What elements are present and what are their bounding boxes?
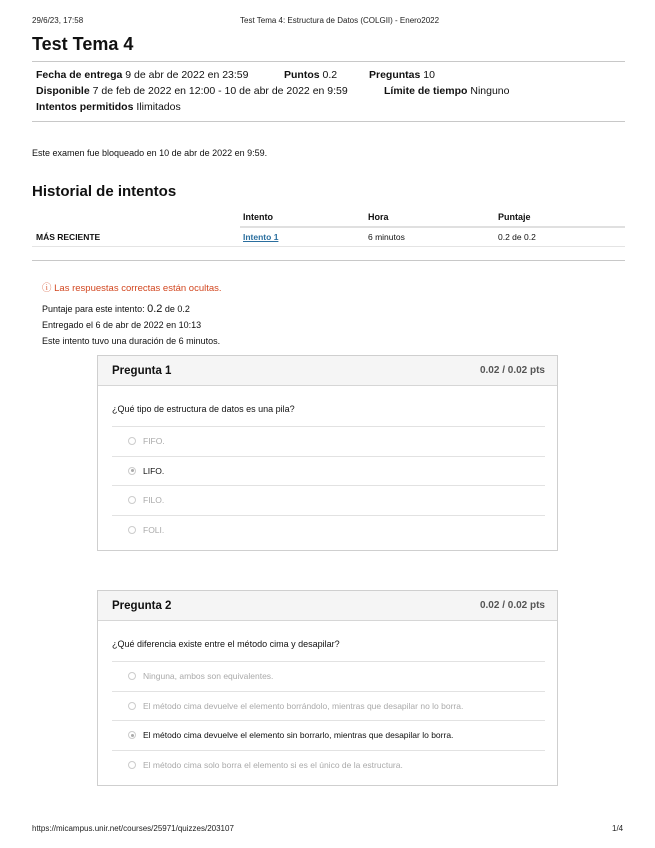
available xyxy=(36,85,352,97)
warning-icon: ⓘ xyxy=(42,283,55,294)
warning-text: Las respuestas correctas están ocultas. xyxy=(54,283,222,294)
question-header xyxy=(98,356,557,386)
questions-label: Preguntas xyxy=(369,69,421,81)
questions-value: 10 xyxy=(423,69,435,81)
radio-icon[interactable] xyxy=(128,672,136,680)
answer-option[interactable] xyxy=(112,750,545,780)
radio-icon[interactable] xyxy=(128,731,136,739)
duration: Este intento tuvo una duración de 6 minutos. xyxy=(42,336,221,346)
question-points: 0.02 / 0.02 pts xyxy=(479,600,545,611)
history-title: Historial de intentos xyxy=(32,183,177,200)
divider xyxy=(240,226,625,228)
divider xyxy=(32,121,625,122)
submitted: Entregado el 6 de abr de 2022 en 10:13 xyxy=(42,320,202,330)
score-suffix: de 0.2 xyxy=(164,304,190,314)
question-text: ¿Qué diferencia existe entre el método cima y desapilar? xyxy=(112,639,340,649)
questions-count xyxy=(369,69,439,81)
answer-text: El método cima devuelve el elemento borrándolo, mientras que desapilar no lo borra. xyxy=(143,700,464,711)
page-number: 1/4 xyxy=(612,824,624,833)
divider xyxy=(32,61,625,62)
question-text: ¿Qué tipo de estructura de datos es una pila? xyxy=(112,404,295,414)
attempts-value: Ilimitados xyxy=(136,101,181,113)
answer-option[interactable] xyxy=(112,426,545,456)
answer-text: FILO. xyxy=(143,495,165,506)
page-title: Test Tema 4 xyxy=(32,34,134,54)
answer-option[interactable] xyxy=(112,661,545,691)
available-value: 7 de feb de 2022 en 12:00 - 10 de abr de 2022 en 9:59 xyxy=(92,85,348,97)
score-value: 0.2 xyxy=(147,303,163,315)
answer-text: Ninguna, ambos son equivalentes. xyxy=(143,671,274,682)
radio-icon[interactable] xyxy=(128,761,136,769)
question-title: Pregunta 2 xyxy=(112,600,172,612)
col-time: Hora xyxy=(368,212,389,222)
locked-notice: Este examen fue bloqueado en 10 de abr de 2022 en 9:59. xyxy=(32,148,268,158)
available-label: Disponible xyxy=(36,85,90,97)
divider xyxy=(32,246,625,247)
question-points: 0.02 / 0.02 pts xyxy=(479,365,545,376)
due-label: Fecha de entrega xyxy=(36,69,123,81)
radio-icon[interactable] xyxy=(128,437,136,445)
time-limit-label: Límite de tiempo xyxy=(384,85,468,97)
due-value: 9 de abr de 2022 en 23:59 xyxy=(125,69,249,81)
row-score: 0.2 de 0.2 xyxy=(498,232,536,242)
question-card xyxy=(97,355,558,551)
answer-text: FOLI. xyxy=(143,524,165,535)
time-limit xyxy=(384,85,513,97)
answer-option[interactable] xyxy=(112,485,545,515)
attempt-link[interactable]: Intento 1 xyxy=(243,232,279,242)
print-datetime: 29/6/23, 17:58 xyxy=(32,16,84,25)
divider xyxy=(32,260,625,261)
footer-url: https://micampus.unir.net/courses/25971/quizzes/203107 xyxy=(32,824,234,833)
answer-option[interactable] xyxy=(112,720,545,750)
score-prefix: Puntaje para este intento: xyxy=(42,304,145,314)
row-label: MÁS RECIENTE xyxy=(36,232,101,242)
attempts xyxy=(36,101,185,113)
points-label: Puntos xyxy=(284,69,320,81)
answer-text: El método cima devuelve el elemento sin borrarlo, mientras que desapilar lo borra. xyxy=(143,730,454,741)
answer-text: El método cima solo borra el elemento si es el único de la estructura. xyxy=(143,759,403,770)
print-doc-title: Test Tema 4: Estructura de Datos (COLGII) - Enero2022 xyxy=(240,16,440,25)
answer-option[interactable] xyxy=(112,515,545,545)
question-header xyxy=(98,591,557,621)
time-limit-value: Ninguno xyxy=(470,85,510,97)
radio-icon[interactable] xyxy=(128,467,136,475)
score-line xyxy=(42,303,190,315)
answer-text: LIFO. xyxy=(143,465,165,476)
col-score: Puntaje xyxy=(498,212,531,222)
answer-option[interactable] xyxy=(112,691,545,721)
points xyxy=(284,69,341,81)
col-attempt: Intento xyxy=(243,212,273,222)
answer-option[interactable] xyxy=(112,456,545,486)
row-time: 6 minutos xyxy=(368,232,405,242)
answer-text: FIFO. xyxy=(143,436,165,447)
question-title: Pregunta 1 xyxy=(112,365,172,377)
radio-icon[interactable] xyxy=(128,496,136,504)
warning xyxy=(42,280,222,294)
attempts-label: Intentos permitidos xyxy=(36,101,134,113)
radio-icon[interactable] xyxy=(128,702,136,710)
radio-icon[interactable] xyxy=(128,526,136,534)
meta-row-1 xyxy=(36,69,253,81)
points-value: 0.2 xyxy=(322,69,338,81)
question-card xyxy=(97,590,558,786)
